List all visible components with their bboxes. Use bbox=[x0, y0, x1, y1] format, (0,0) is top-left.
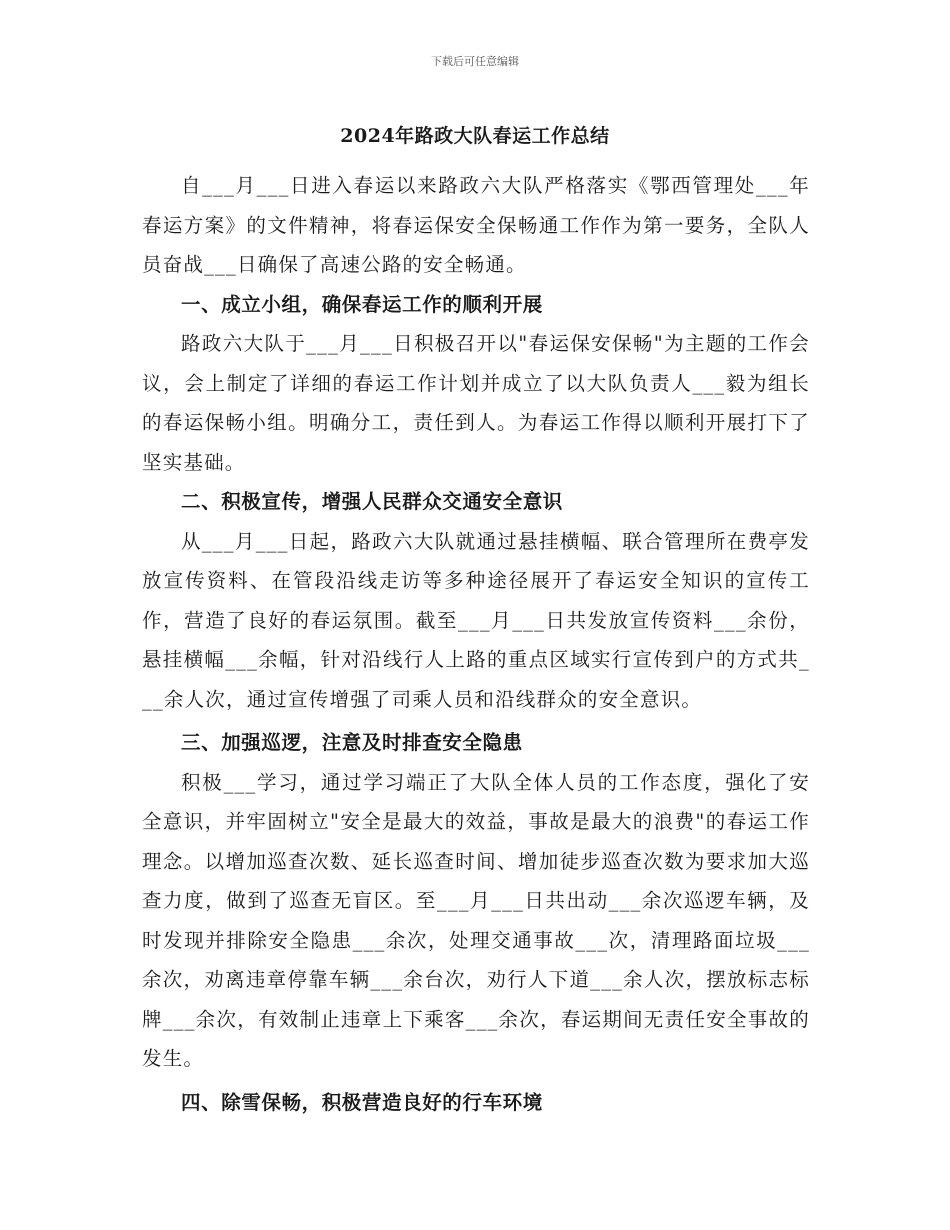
section-2-paragraph: 从___月___日起，路政六大队就通过悬挂横幅、联合管理所在费亭发放宣传资料、在管段沿线走访等多种途径展开了春运安全知识的宣传工作，营造了良好的春运氛围。截至___月___日共发放宣传资料___余份，悬挂横幅___余幅，针对沿线行人上路的重点区域实行宣传到户的方式共___余人次，通过宣传增强了司乘人员和沿线群众的安全意识。 bbox=[142, 529, 810, 711]
intro-paragraph: 自___月___日进入春运以来路政六大队严格落实《鄂西管理处___年春运方案》的文件精神，将春运保安全保畅通工作作为第一要务，全队人员奋战___日确保了高速公路的安全畅通。 bbox=[142, 174, 810, 276]
section-3-heading: 三、加强巡逻，注意及时排查安全隐患 bbox=[181, 731, 523, 754]
page-header-note: 下载后可任意编辑 bbox=[431, 55, 519, 68]
section-3-paragraph: 积极___学习，通过学习端正了大队全体人员的工作态度，强化了安全意识，并牢固树立"安全是最大的效益，事故是最大的浪费"的春运工作理念。以增加巡查次数、延长巡查时间、增加徒步巡查次数为要求加大巡查力度，做到了巡查无盲区。至___月___日共出动___余次巡逻车辆，及时发现并排除安全隐患___余次，处理交通事故___次，清理路面垃圾___余次，劝离违章停靠车辆___余台次，劝行人下道___余人次，摆放标志标牌___余次，有效制止违章上下乘客___余次，春运期间无责任安全事故的发生。 bbox=[142, 770, 810, 1070]
document-title: 2024年路政大队春运工作总结 bbox=[340, 125, 610, 147]
document-body bbox=[142, 166, 810, 1122]
section-1-paragraph: 路政六大队于___月___日积极召开以"春运保安保畅"为主题的工作会议，会上制定了详细的春运工作计划并成立了以大队负责人___毅为组长的春运保畅小组。明确分工，责任到人。为春运工作得以顺利开展打下了坚实基础。 bbox=[142, 332, 810, 474]
section-4-heading: 四、除雪保畅，积极营造良好的行车环境 bbox=[181, 1090, 543, 1114]
section-1-heading: 一、成立小组，确保春运工作的顺利开展 bbox=[181, 292, 543, 316]
section-2-heading: 二、积极宣传，增强人民群众交通安全意识 bbox=[181, 490, 563, 513]
